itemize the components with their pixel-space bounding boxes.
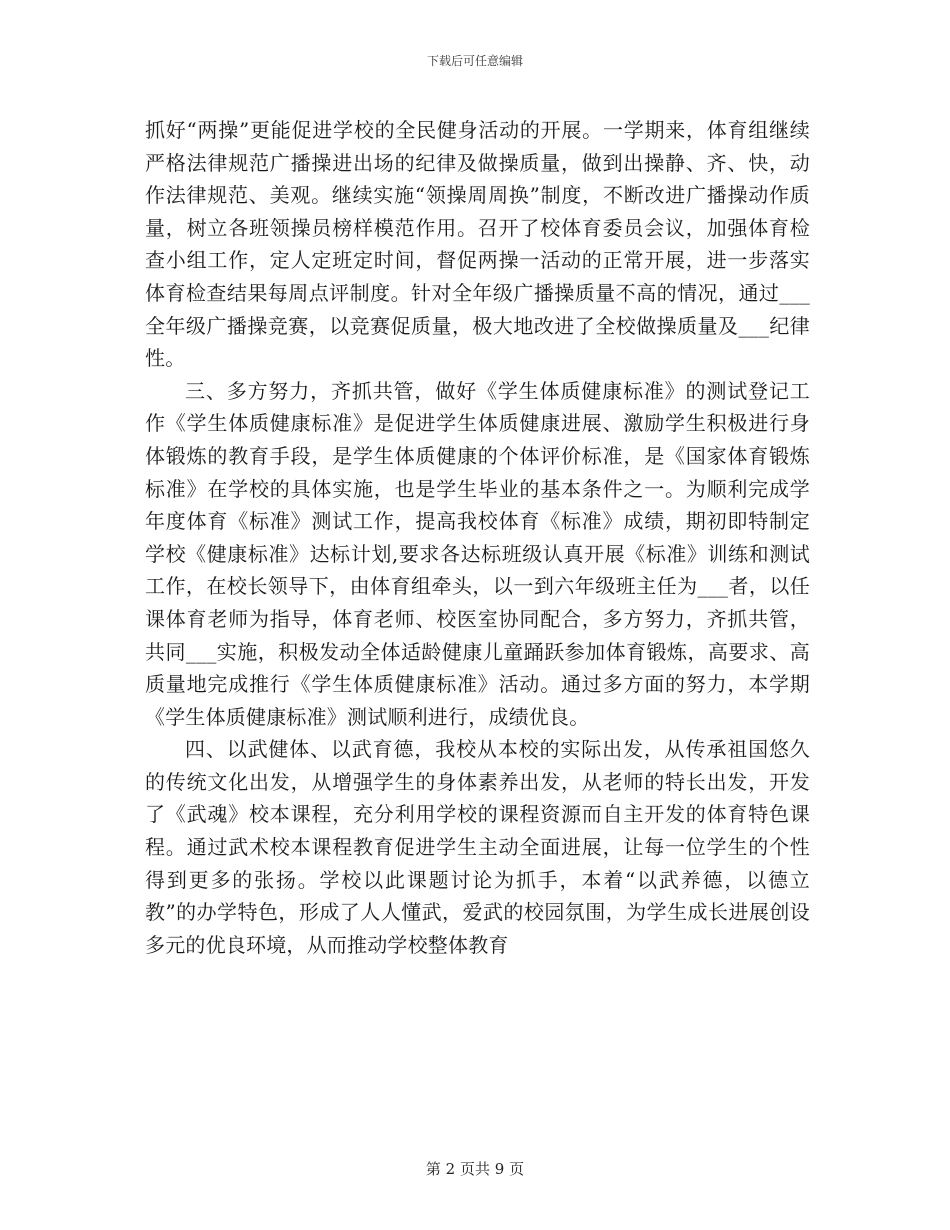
- paragraph-1: 抓好“两操”更能促进学校的全民健身活动的开展。一学期来，体育组继续严格法律规范广播操进出场的纪律及做操质量，做到出操静、齐、快，动作法律规范、美观。继续实施“领操周周换”制度，不断改进广播操动作质量，树立各班领操员榜样模范作用。召开了校体育委员会议，加强体育检查小组工作，定人定班定时间，督促两操一活动的正常开展，进一步落实体育检查结果每周点评制度。针对全年级广播操质量不高的情况，通过___全年级广播操竞赛，以竞赛促质量，极大地改进了全校做操质量及___纪律性。: [145, 118, 810, 371]
- page-number: 第 2 页共 9 页: [425, 1160, 525, 1178]
- document-body: [145, 114, 810, 961]
- paragraph-2: 三、多方努力，齐抓共管，做好《学生体质健康标准》的测试登记工作《学生体质健康标准》是促进学生体质健康进展、激励学生积极进行身体锻炼的教育手段，是学生体质健康的个体评价标准，是《国家体育锻炼标准》在学校的具体实施，也是学生毕业的基本条件之一。为顺利完成学年度体育《标准》测试工作，提高我校体育《标准》成绩，期初即特制定学校《健康标准》达标计划,要求各达标班级认真开展《标准》训练和测试工作，在校长领导下，由体育组牵头，以一到六年级班主任为___者，以任课体育老师为指导，体育老师、校医室协同配合，多方努力，齐抓共管，共同___实施，积极发动全体适龄健康儿童踊跃参加体育锻炼，高要求、高质量地完成推行《学生体质健康标准》活动。通过多方面的努力，本学期《学生体质健康标准》测试顺利进行，成绩优良。: [145, 378, 810, 729]
- paragraph-3: 四、以武健体、以武育德，我校从本校的实际出发，从传承祖国悠久的传统文化出发，从增强学生的身体素养出发，从老师的特长出发，开发了《武魂》校本课程，充分利用学校的课程资源而自主开发的体育特色课程。通过武术校本课程教育促进学生主动全面进展，让每一位学生的个性得到更多的张扬。学校以此课题讨论为抓手，本着“以武养德，以德立教”的办学特色，形成了人人懂武，爱武的校园氛围，为学生成长进展创设多元的优良环境，从而推动学校整体教育: [145, 737, 810, 957]
- page-header: 下载后可任意编辑: [426, 54, 523, 68]
